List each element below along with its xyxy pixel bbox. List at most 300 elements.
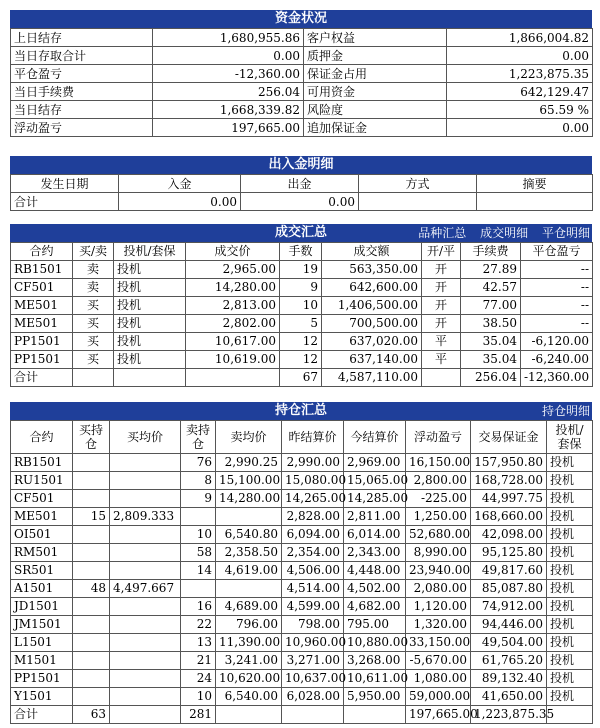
position-cell: 10,880.00 (344, 634, 406, 652)
position-cell: 1,120.00 (406, 598, 471, 616)
position-cell: 4,502.00 (344, 580, 406, 598)
fund-label: 保证金占用 (304, 65, 447, 83)
fund-label: 上日结存 (11, 29, 153, 47)
position-cell: 6,540.00 (216, 688, 282, 706)
position-col-header: 浮动盈亏 (406, 421, 471, 454)
position-cell: 52,680.00 (406, 526, 471, 544)
position-cell (73, 616, 110, 634)
trade-cell: 14,280.00 (186, 279, 280, 297)
position-cell: RB1501 (11, 454, 73, 472)
table-row (11, 580, 593, 598)
trade-cell: 35.04 (461, 333, 521, 351)
position-cell: 15,065.00 (344, 472, 406, 490)
position-col-header: 投机/套保 (547, 421, 593, 454)
trade-total-row (11, 369, 593, 387)
fund-value: 1,866,004.82 (447, 29, 593, 47)
fund-row (11, 83, 593, 101)
position-cell: 6,014.00 (344, 526, 406, 544)
empty-cell (344, 706, 406, 724)
position-col-header: 买均价 (110, 421, 181, 454)
position-cell: 41,650.00 (471, 688, 547, 706)
position-cell: L1501 (11, 634, 73, 652)
fund-label: 浮动盈亏 (11, 119, 153, 137)
position-summary-title: 持仓汇总 (274, 403, 327, 418)
trade-cell: 35.04 (461, 351, 521, 369)
col-deposit: 入金 (119, 175, 241, 193)
position-cell: M1501 (11, 652, 73, 670)
table-row (11, 472, 593, 490)
trade-cell: 10 (280, 297, 322, 315)
empty-cell (114, 369, 186, 387)
table-row (11, 670, 593, 688)
position-cell: 3,268.00 (344, 652, 406, 670)
fund-status-table (10, 28, 593, 137)
trade-col-header: 手续费 (461, 243, 521, 261)
position-cell: 74,912.00 (471, 598, 547, 616)
link-position-detail[interactable]: 持仓明细 (541, 404, 590, 418)
fund-row (11, 119, 593, 137)
position-cell: 4,514.00 (282, 580, 344, 598)
trade-summary-title: 成交汇总 (274, 225, 327, 240)
position-cell: 16,150.00 (406, 454, 471, 472)
position-cell: 13 (181, 634, 216, 652)
position-cell: 59,000.00 (406, 688, 471, 706)
position-cell: 14,285.00 (344, 490, 406, 508)
position-cell: 10 (181, 526, 216, 544)
position-cell: 4,689.00 (216, 598, 282, 616)
position-cell: RM501 (11, 544, 73, 562)
position-cell (73, 634, 110, 652)
position-header-row (11, 421, 593, 454)
fund-value: -12,360.00 (153, 65, 304, 83)
fund-label: 质押金 (304, 47, 447, 65)
table-row (11, 634, 593, 652)
position-cell: OI501 (11, 526, 73, 544)
position-cell (110, 670, 181, 688)
trade-cell: 2,802.00 (186, 315, 280, 333)
position-cell: 61,765.20 (471, 652, 547, 670)
position-cell: 6,094.00 (282, 526, 344, 544)
total-deposit: 0.00 (119, 193, 241, 211)
trade-cell: 2,965.00 (186, 261, 280, 279)
trade-col-header: 投机/套保 (114, 243, 186, 261)
position-cell: 44,997.75 (471, 490, 547, 508)
empty-cell (216, 706, 282, 724)
position-cell (73, 598, 110, 616)
position-cell (73, 472, 110, 490)
trade-cell: 投机 (114, 351, 186, 369)
trade-cell: 77.00 (461, 297, 521, 315)
fund-label: 当日结存 (11, 101, 153, 119)
table-row (11, 688, 593, 706)
position-cell: 15 (73, 508, 110, 526)
total-label: 合计 (11, 193, 119, 211)
trade-cell: 27.89 (461, 261, 521, 279)
trade-cell: 买 (73, 297, 114, 315)
position-cell: 49,504.00 (471, 634, 547, 652)
table-row (11, 490, 593, 508)
position-cell: 76 (181, 454, 216, 472)
trade-cell: 开 (422, 315, 461, 333)
trade-cell: -6,240.00 (521, 351, 593, 369)
col-method: 方式 (359, 175, 477, 193)
position-cell (110, 544, 181, 562)
position-cell: 投机 (547, 562, 593, 580)
position-cell: 2,080.00 (406, 580, 471, 598)
position-cell: 11,390.00 (216, 634, 282, 652)
trade-col-header: 手数 (280, 243, 322, 261)
table-row (11, 454, 593, 472)
position-cell (110, 598, 181, 616)
trade-cell: PP1501 (11, 333, 73, 351)
table-row (11, 279, 593, 297)
position-cell: 2,828.00 (282, 508, 344, 526)
position-col-header: 昨结算价 (282, 421, 344, 454)
position-cell (110, 634, 181, 652)
trade-cell: 投机 (114, 333, 186, 351)
empty-cell (422, 369, 461, 387)
cash-flow-header-row (11, 175, 593, 193)
trade-header-row (11, 243, 593, 261)
total-label: 合计 (11, 369, 73, 387)
empty-cell (110, 706, 181, 724)
trade-cell: 开 (422, 297, 461, 315)
position-cell: 48 (73, 580, 110, 598)
position-cell: 795.00 (344, 616, 406, 634)
trade-cell: 9 (280, 279, 322, 297)
trade-cell: 平 (422, 351, 461, 369)
trade-cell: 1,406,500.00 (322, 297, 422, 315)
position-cell: 6,540.80 (216, 526, 282, 544)
total-withdraw: 0.00 (241, 193, 359, 211)
position-cell: 10,960.00 (282, 634, 344, 652)
trade-cell: 637,140.00 (322, 351, 422, 369)
table-row (11, 562, 593, 580)
position-cell (110, 454, 181, 472)
position-summary-header (10, 402, 592, 420)
position-cell: 3,241.00 (216, 652, 282, 670)
fund-value: 0.00 (153, 47, 304, 65)
trade-cell: 42.57 (461, 279, 521, 297)
position-cell: -5,670.00 (406, 652, 471, 670)
col-date: 发生日期 (11, 175, 119, 193)
trade-cell: ME501 (11, 297, 73, 315)
trade-cell: 投机 (114, 261, 186, 279)
position-cell: 85,087.80 (471, 580, 547, 598)
cash-flow-title: 出入金明细 (268, 157, 334, 172)
position-cell: 1,250.00 (406, 508, 471, 526)
position-cell: 22 (181, 616, 216, 634)
position-cell (110, 562, 181, 580)
trade-cell: -- (521, 297, 593, 315)
trade-cell: CF501 (11, 279, 73, 297)
position-cell: 投机 (547, 472, 593, 490)
trade-col-header: 开/平 (422, 243, 461, 261)
position-cell: 2,800.00 (406, 472, 471, 490)
position-cell: 2,354.00 (282, 544, 344, 562)
trade-summary-table (10, 242, 593, 387)
cash-flow-table (10, 174, 593, 211)
position-cell: 投机 (547, 670, 593, 688)
position-cell: 94,446.00 (471, 616, 547, 634)
position-cell (73, 490, 110, 508)
link-trade-detail[interactable]: 成交明细 (480, 226, 529, 240)
position-cell: 42,098.00 (471, 526, 547, 544)
link-variety-summary[interactable]: 品种汇总 (418, 226, 467, 240)
position-cell: SR501 (11, 562, 73, 580)
fund-row (11, 65, 593, 83)
position-cell: 58 (181, 544, 216, 562)
fund-label: 追加保证金 (304, 119, 447, 137)
position-cell (216, 580, 282, 598)
position-summary-table (10, 420, 593, 724)
fund-value: 197,665.00 (153, 119, 304, 137)
fund-label: 客户权益 (304, 29, 447, 47)
table-row (11, 315, 593, 333)
trade-cell: 12 (280, 351, 322, 369)
trade-cell: 5 (280, 315, 322, 333)
total-amount: 4,587,110.00 (322, 369, 422, 387)
position-cell: 4,448.00 (344, 562, 406, 580)
total-sell-position: 281 (181, 706, 216, 724)
table-row (11, 544, 593, 562)
position-cell (73, 454, 110, 472)
position-cell: 8,990.00 (406, 544, 471, 562)
position-cell (110, 616, 181, 634)
position-cell (110, 526, 181, 544)
position-col-header: 今结算价 (344, 421, 406, 454)
cash-flow-header (10, 156, 592, 174)
trade-cell: 投机 (114, 297, 186, 315)
position-cell: 2,990.25 (216, 454, 282, 472)
position-cell: 21 (181, 652, 216, 670)
trade-cell: 637,020.00 (322, 333, 422, 351)
trade-cell: 开 (422, 261, 461, 279)
position-cell: 4,506.00 (282, 562, 344, 580)
position-cell: 4,682.00 (344, 598, 406, 616)
position-cell: 15,080.00 (282, 472, 344, 490)
position-cell: 95,125.80 (471, 544, 547, 562)
position-cell: 10 (181, 688, 216, 706)
position-cell: 投机 (547, 616, 593, 634)
position-cell: 投机 (547, 634, 593, 652)
position-cell: Y1501 (11, 688, 73, 706)
trade-col-header: 平仓盈亏 (521, 243, 593, 261)
position-cell: 89,132.40 (471, 670, 547, 688)
position-cell: 投机 (547, 526, 593, 544)
position-cell: 2,809.333 (110, 508, 181, 526)
position-cell: 2,343.00 (344, 544, 406, 562)
position-cell: 796.00 (216, 616, 282, 634)
trade-cell: RB1501 (11, 261, 73, 279)
col-withdraw: 出金 (241, 175, 359, 193)
total-label: 合计 (11, 706, 73, 724)
fund-status-section (10, 10, 592, 137)
position-cell: 10,637.00 (282, 670, 344, 688)
cash-flow-total-row (11, 193, 593, 211)
position-cell: 投机 (547, 688, 593, 706)
position-cell: 10,620.00 (216, 670, 282, 688)
total-lots: 67 (280, 369, 322, 387)
position-cell (110, 490, 181, 508)
fund-status-title: 资金状况 (274, 11, 327, 26)
total-float-pnl: 197,665.00 (406, 706, 471, 724)
position-cell: 投机 (547, 580, 593, 598)
fund-row (11, 47, 593, 65)
position-cell: 49,817.60 (471, 562, 547, 580)
position-cell (73, 670, 110, 688)
position-cell (181, 508, 216, 526)
position-cell: 23,940.00 (406, 562, 471, 580)
position-cell: 投机 (547, 652, 593, 670)
position-cell: 4,619.00 (216, 562, 282, 580)
trade-cell: -- (521, 315, 593, 333)
trade-cell: 700,500.00 (322, 315, 422, 333)
fund-value: 65.59 % (447, 101, 593, 119)
total-close-pnl: -12,360.00 (521, 369, 593, 387)
trade-cell: -6,120.00 (521, 333, 593, 351)
trade-cell: 38.50 (461, 315, 521, 333)
trade-cell: 买 (73, 333, 114, 351)
position-cell: JD1501 (11, 598, 73, 616)
trade-cell: 563,350.00 (322, 261, 422, 279)
position-cell: 投机 (547, 454, 593, 472)
position-cell (181, 580, 216, 598)
position-cell: 5,950.00 (344, 688, 406, 706)
position-col-header: 合约 (11, 421, 73, 454)
col-summary: 摘要 (477, 175, 593, 193)
position-cell: 9 (181, 490, 216, 508)
fund-label: 可用资金 (304, 83, 447, 101)
position-cell: 4,599.00 (282, 598, 344, 616)
trade-col-header: 买/卖 (73, 243, 114, 261)
position-cell: 16 (181, 598, 216, 616)
total-fee: 256.04 (461, 369, 521, 387)
position-cell: 投机 (547, 544, 593, 562)
trade-cell: -- (521, 261, 593, 279)
position-col-header: 卖持仓 (181, 421, 216, 454)
table-row (11, 261, 593, 279)
fund-label: 风险度 (304, 101, 447, 119)
link-close-detail[interactable]: 平仓明细 (541, 226, 590, 240)
table-row (11, 333, 593, 351)
position-cell (110, 688, 181, 706)
position-col-header: 卖均价 (216, 421, 282, 454)
position-cell: 2,358.50 (216, 544, 282, 562)
position-cell (216, 508, 282, 526)
position-cell: 15,100.00 (216, 472, 282, 490)
table-row (11, 526, 593, 544)
trade-cell: 平 (422, 333, 461, 351)
fund-row (11, 101, 593, 119)
position-cell: 1,080.00 (406, 670, 471, 688)
position-cell: 1,320.00 (406, 616, 471, 634)
table-row (11, 598, 593, 616)
total-buy-position: 63 (73, 706, 110, 724)
empty-cell (186, 369, 280, 387)
table-row (11, 616, 593, 634)
trade-col-header: 成交价 (186, 243, 280, 261)
trade-cell: PP1501 (11, 351, 73, 369)
empty-cell (282, 706, 344, 724)
position-cell: 6,028.00 (282, 688, 344, 706)
position-cell: 投机 (547, 490, 593, 508)
position-cell: 8 (181, 472, 216, 490)
position-cell: PP1501 (11, 670, 73, 688)
table-row (11, 351, 593, 369)
empty-cell (73, 369, 114, 387)
fund-value: 0.00 (447, 47, 593, 65)
fund-label: 当日存取合计 (11, 47, 153, 65)
trade-cell: 投机 (114, 279, 186, 297)
position-cell: 投机 (547, 508, 593, 526)
table-row (11, 508, 593, 526)
position-cell: 4,497.667 (110, 580, 181, 598)
position-cell (110, 472, 181, 490)
position-cell: A1501 (11, 580, 73, 598)
fund-value: 1,223,875.35 (447, 65, 593, 83)
position-summary-section (10, 402, 592, 724)
position-cell (73, 688, 110, 706)
position-cell: JM1501 (11, 616, 73, 634)
trade-col-header: 成交额 (322, 243, 422, 261)
fund-row (11, 29, 593, 47)
position-cell: 157,950.80 (471, 454, 547, 472)
position-cell: 3,271.00 (282, 652, 344, 670)
position-cell: 168,660.00 (471, 508, 547, 526)
trade-cell: 卖 (73, 279, 114, 297)
table-row (11, 652, 593, 670)
trade-cell: 12 (280, 333, 322, 351)
position-total-row (11, 706, 593, 724)
position-cell: 14 (181, 562, 216, 580)
position-cell: 798.00 (282, 616, 344, 634)
trade-cell: 10,617.00 (186, 333, 280, 351)
fund-value: 1,680,955.86 (153, 29, 304, 47)
position-cell (73, 526, 110, 544)
position-cell: 2,990.00 (282, 454, 344, 472)
trade-cell: 10,619.00 (186, 351, 280, 369)
trade-cell: 19 (280, 261, 322, 279)
position-cell: 投机 (547, 598, 593, 616)
position-cell (73, 652, 110, 670)
trade-cell: -- (521, 279, 593, 297)
trade-cell: 卖 (73, 261, 114, 279)
position-cell: 168,728.00 (471, 472, 547, 490)
position-cell: 14,265.00 (282, 490, 344, 508)
position-cell (110, 652, 181, 670)
trade-cell: 开 (422, 279, 461, 297)
trade-col-header: 合约 (11, 243, 73, 261)
position-cell: 14,280.00 (216, 490, 282, 508)
position-cell: CF501 (11, 490, 73, 508)
position-cell: 10,611.00 (344, 670, 406, 688)
table-row (11, 297, 593, 315)
fund-label: 平仓盈亏 (11, 65, 153, 83)
trade-cell: ME501 (11, 315, 73, 333)
cash-flow-section (10, 156, 592, 211)
fund-label: 当日手续费 (11, 83, 153, 101)
fund-status-header (10, 10, 592, 28)
position-cell (73, 544, 110, 562)
fund-value: 0.00 (447, 119, 593, 137)
position-cell: RU1501 (11, 472, 73, 490)
trade-cell: 642,600.00 (322, 279, 422, 297)
position-cell: 33,150.00 (406, 634, 471, 652)
trade-summary-header (10, 224, 592, 242)
position-cell: 2,811.00 (344, 508, 406, 526)
trade-summary-section (10, 224, 592, 387)
